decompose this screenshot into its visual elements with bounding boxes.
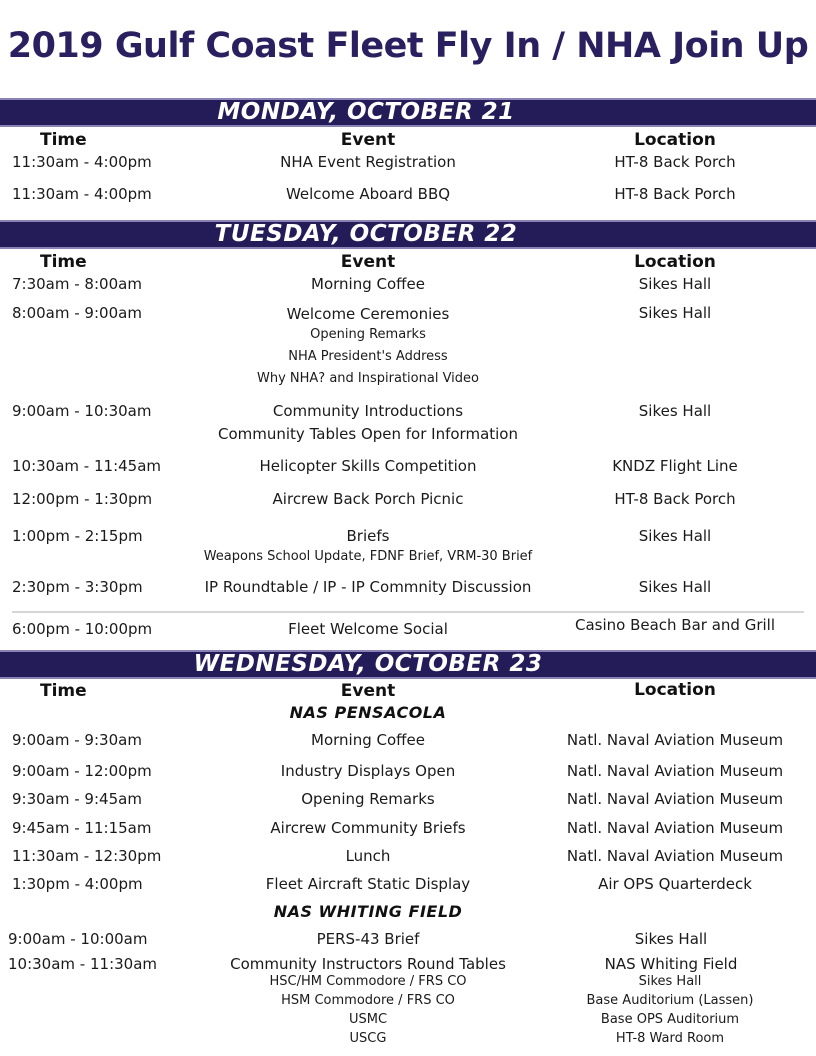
row-event: Industry Displays Open [280, 762, 456, 780]
row-event: Welcome Aboard BBQ [285, 185, 451, 203]
detail-location: Sikes Hall [638, 974, 702, 989]
row-location: Natl. Naval Aviation Museum [566, 731, 784, 749]
header-event: Event [340, 252, 396, 272]
header-event: Event [340, 130, 396, 150]
row-location: Sikes Hall [634, 930, 708, 948]
row-location: Sikes Hall [638, 304, 712, 322]
row-location: Sikes Hall [638, 527, 712, 545]
row-time: 1:00pm - 2:15pm [12, 527, 143, 545]
row-event: Morning Coffee [311, 275, 425, 293]
event-detail: HSM Commodore / FRS CO [281, 993, 455, 1008]
row-event: NHA Event Registration [280, 153, 456, 171]
detail-location: Base OPS Auditorium [600, 1012, 740, 1027]
header-location: Location [634, 130, 716, 150]
row-location: HT-8 Back Porch [614, 490, 736, 508]
row-location: Casino Beach Bar and Grill [574, 616, 776, 634]
detail-location: HT-8 Ward Room [615, 1031, 725, 1046]
row-location: Sikes Hall [638, 275, 712, 293]
row-time: 9:00am - 10:00am [8, 930, 148, 948]
row-time: 11:30am - 4:00pm [12, 185, 152, 203]
day-banner-monday [0, 98, 816, 127]
row-time: 9:45am - 11:15am [12, 819, 152, 837]
row-event: Welcome Ceremonies [286, 305, 450, 323]
event-detail: Why NHA? and Inspirational Video [257, 371, 479, 386]
row-location: Natl. Naval Aviation Museum [566, 847, 784, 865]
row-event: Aircrew Community Briefs [270, 819, 466, 837]
row-time: 9:00am - 12:00pm [12, 762, 152, 780]
event-detail: Opening Remarks [310, 327, 426, 342]
row-location: Natl. Naval Aviation Museum [566, 790, 784, 808]
row-location: HT-8 Back Porch [614, 153, 736, 171]
header-time: Time [40, 681, 87, 701]
row-event: Opening Remarks [301, 790, 435, 808]
row-location: Sikes Hall [638, 578, 712, 596]
row-event: Briefs [346, 527, 390, 545]
row-event: Fleet Welcome Social [288, 620, 448, 638]
row-time: 11:30am - 4:00pm [12, 153, 152, 171]
day-label-wednesday: WEDNESDAY, OCTOBER 23 [193, 651, 543, 677]
header-time: Time [40, 252, 87, 272]
row-time: 8:00am - 9:00am [12, 304, 142, 322]
row-time: 7:30am - 8:00am [12, 275, 142, 293]
row-time: 9:00am - 10:30am [12, 402, 152, 420]
row-event: Aircrew Back Porch Picnic [272, 490, 464, 508]
event-detail: Weapons School Update, FDNF Brief, VRM-30 Brief [203, 549, 533, 564]
section-heading-pensacola: NAS PENSACOLA [289, 703, 447, 722]
row-event: PERS-43 Brief [316, 930, 420, 948]
row-location: Natl. Naval Aviation Museum [566, 819, 784, 837]
event-detail: USMC [348, 1012, 388, 1027]
row-time: 1:30pm - 4:00pm [12, 875, 143, 893]
row-event: Helicopter Skills Competition [259, 457, 477, 475]
row-time: 9:30am - 9:45am [12, 790, 142, 808]
day-label-tuesday: TUESDAY, OCTOBER 22 [214, 221, 518, 247]
page-title: 2019 Gulf Coast Fleet Fly In / NHA Join Up [7, 26, 809, 66]
row-location: NAS Whiting Field [604, 955, 738, 973]
detail-location: Base Auditorium (Lassen) [586, 993, 754, 1008]
divider [12, 611, 804, 613]
row-event: IP Roundtable / IP - IP Commnity Discussion [204, 578, 532, 596]
row-event: Lunch [345, 847, 391, 865]
row-time: 11:30am - 12:30pm [12, 847, 162, 865]
row-location: HT-8 Back Porch [614, 185, 736, 203]
day-banner-wednesday [0, 650, 816, 679]
header-location: Location [634, 680, 716, 700]
row-event: Morning Coffee [311, 731, 425, 749]
row-time: 2:30pm - 3:30pm [12, 578, 143, 596]
row-location: Sikes Hall [638, 402, 712, 420]
row-time: 12:00pm - 1:30pm [12, 490, 153, 508]
event-detail: HSC/HM Commodore / FRS CO [269, 974, 467, 989]
header-location: Location [634, 252, 716, 272]
row-event: Fleet Aircraft Static Display [265, 875, 471, 893]
event-detail: USCG [349, 1031, 387, 1046]
section-heading-whiting: NAS WHITING FIELD [273, 902, 463, 921]
event-detail: NHA President's Address [288, 349, 448, 364]
row-time: 10:30am - 11:45am [12, 457, 162, 475]
row-event: Community Introductions [272, 402, 464, 420]
row-location: Air OPS Quarterdeck [598, 875, 752, 893]
row-time: 9:00am - 9:30am [12, 731, 142, 749]
row-time: 10:30am - 11:30am [8, 955, 158, 973]
day-banner-tuesday [0, 220, 816, 249]
header-event: Event [340, 681, 396, 701]
header-time: Time [40, 130, 87, 150]
row-time: 6:00pm - 10:00pm [12, 620, 153, 638]
row-event: Community Instructors Round Tables [230, 955, 506, 973]
row-location: KNDZ Flight Line [612, 457, 738, 475]
row-event-secondary: Community Tables Open for Information [217, 425, 518, 443]
day-label-monday: MONDAY, OCTOBER 21 [217, 99, 515, 125]
row-location: Natl. Naval Aviation Museum [566, 762, 784, 780]
